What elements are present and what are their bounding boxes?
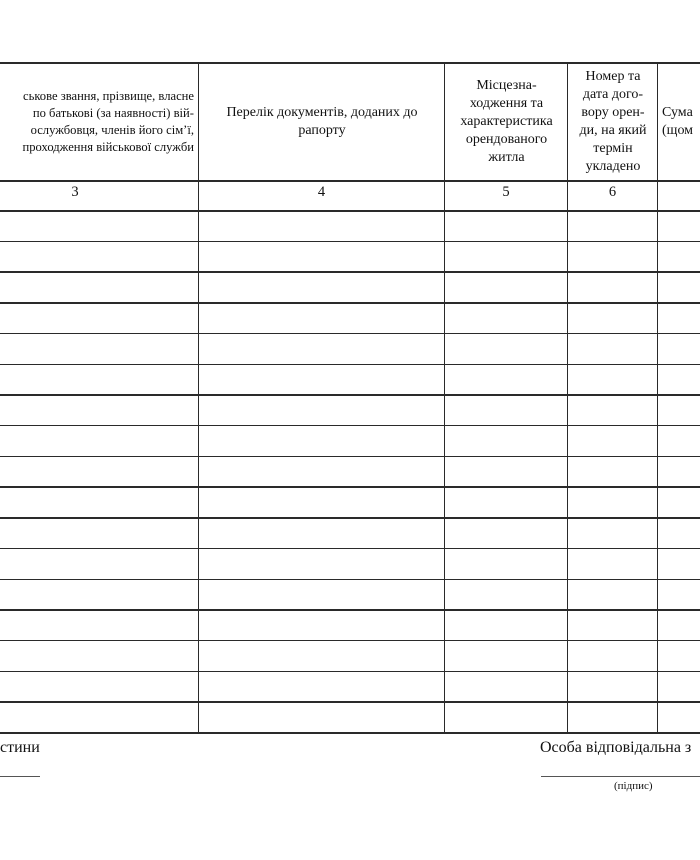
table-row-border bbox=[0, 732, 700, 734]
table-row-border bbox=[0, 517, 700, 519]
table-row-border bbox=[0, 456, 700, 458]
footer-left-text: стини bbox=[0, 739, 40, 756]
column-number-3: 3 bbox=[71, 184, 79, 200]
column-divider-6-7 bbox=[657, 62, 658, 733]
column-number-5: 5 bbox=[502, 184, 510, 200]
header-col-4 bbox=[200, 64, 444, 179]
column-number-6: 6 bbox=[608, 184, 617, 200]
signature-line bbox=[541, 776, 700, 777]
footer-right-text: Особа відповідальна з bbox=[540, 739, 692, 756]
header-col-3-text: ськове звання, прізвище, власне по батькові (за наявності) вій- ослужбовця, членів його сім’ї, проходження військової служби bbox=[22, 88, 194, 154]
table-row-border bbox=[0, 425, 700, 427]
header-bottom-border bbox=[0, 180, 700, 182]
footer-left-line bbox=[0, 776, 40, 777]
table-row-border bbox=[0, 333, 700, 335]
table-row-border bbox=[0, 302, 700, 304]
table-row-border bbox=[0, 271, 700, 273]
header-col-7 bbox=[662, 64, 700, 179]
table-row-border bbox=[0, 241, 700, 243]
table-row-border bbox=[0, 609, 700, 611]
table-row-border bbox=[0, 548, 700, 550]
table-row-border bbox=[0, 671, 700, 673]
column-number-row-border bbox=[0, 210, 700, 212]
header-col-3 bbox=[0, 64, 194, 179]
table-row-border bbox=[0, 579, 700, 581]
header-col-7-text: Сума (щом bbox=[662, 104, 694, 138]
column-number-4: 4 bbox=[317, 184, 326, 200]
header-col-5-text: Місцезна- ходження та характеристика орендованого житла bbox=[460, 77, 553, 165]
table-row-border bbox=[0, 486, 700, 488]
table-row-border bbox=[0, 394, 700, 396]
header-col-6-text: Номер та дата дого- вору орен- ди, на який термін укладено bbox=[579, 68, 647, 174]
signature-hint: (підпис) bbox=[614, 780, 653, 792]
header-col-4-text: Перелік документів, доданих до рапорту bbox=[226, 104, 418, 138]
table-row-border bbox=[0, 364, 700, 366]
header-col-6 bbox=[569, 64, 657, 179]
table-row-border bbox=[0, 640, 700, 642]
header-col-5 bbox=[446, 64, 567, 179]
table-row-border bbox=[0, 701, 700, 703]
